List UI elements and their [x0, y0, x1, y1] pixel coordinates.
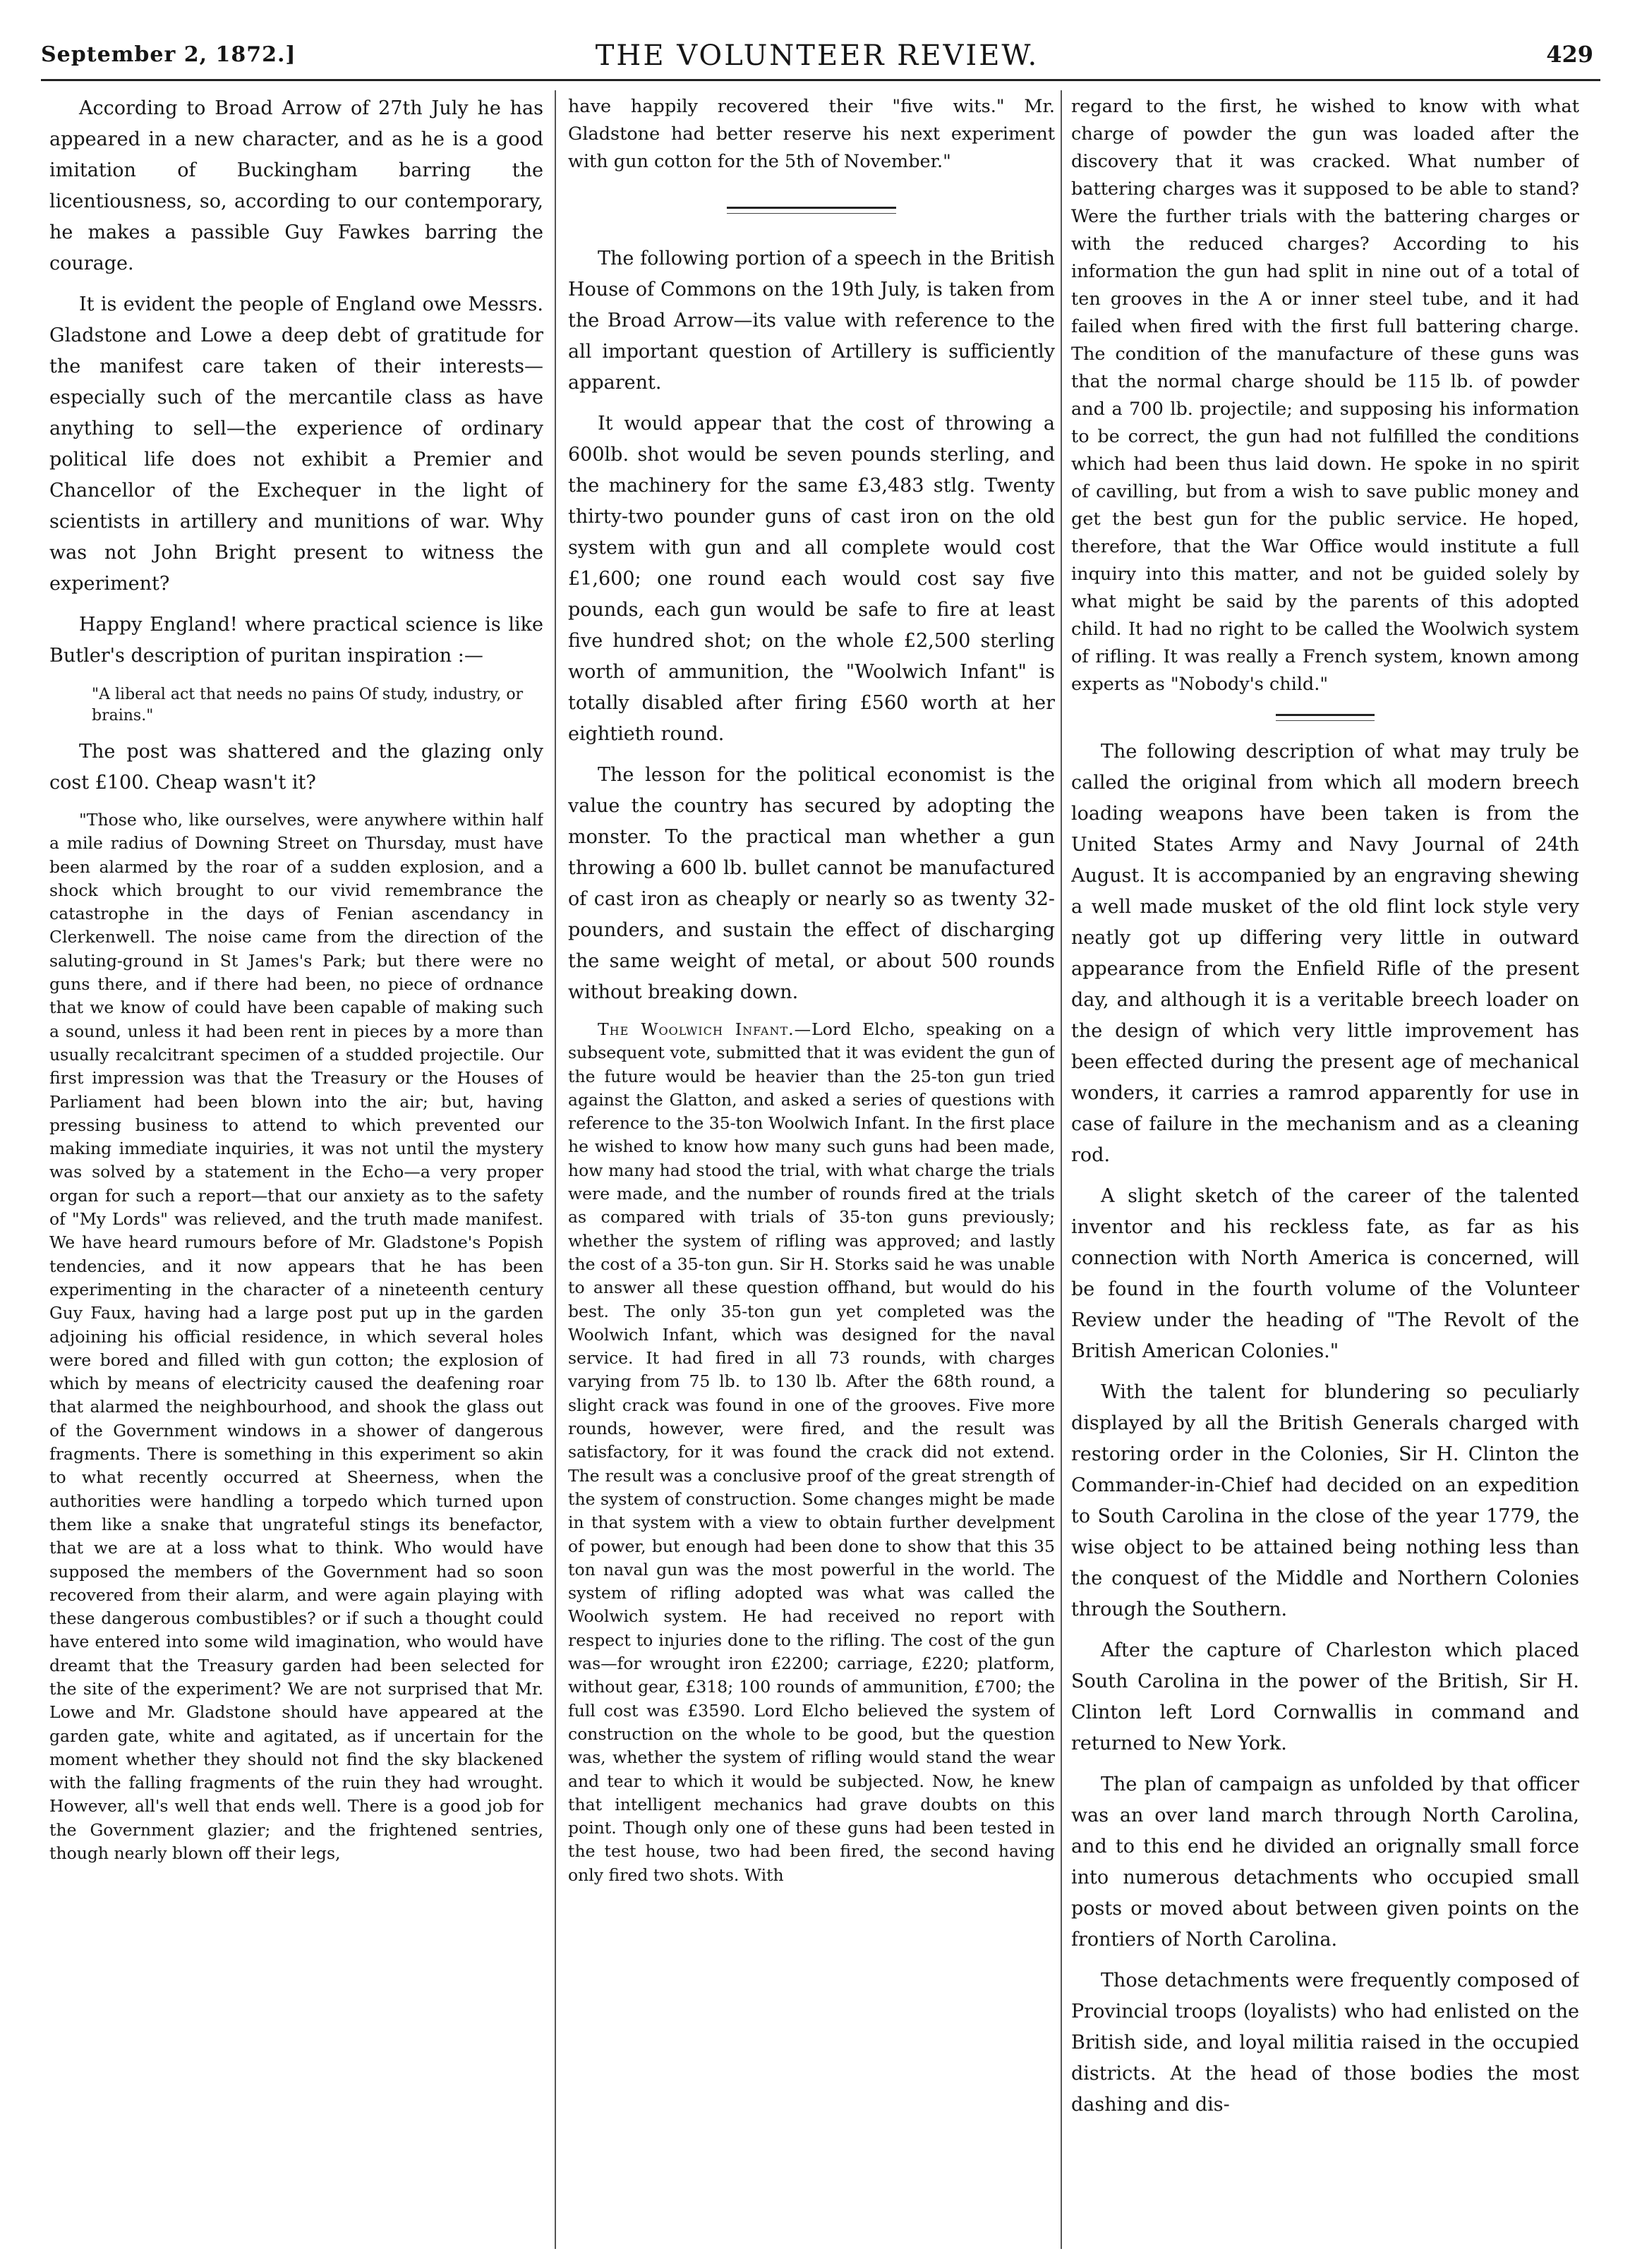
column-separator	[1061, 90, 1062, 2249]
paragraph: After the capture of Charleston which placed South Carolina in the power of the British, Sir H. Clinton left Lord Cornwallis in command and returned to New York.	[1071, 1639, 1579, 1754]
publication-title: THE VOLUNTEER REVIEW.	[595, 40, 1039, 72]
paragraph	[568, 1018, 1055, 1887]
paragraph: According to Broad Arrow of 27th July he has appeared in a new character, and as he is a good imitation of Buckingham barring the licentiousness, so, according to our contemporary, he makes a passible Guy Fawkes barring the courage.	[49, 97, 543, 274]
paragraph: The following portion of a speech in the British House of Commons on the 19th July, is taken from the Broad Arrow—its value with reference to the all important question of Artillery is sufficiently apparent.	[568, 248, 1055, 394]
paragraph: It would appear that the cost of throwing a 600lb. shot would be seven pounds sterling, and the machinery for the same £3,483 stlg. Twenty thirty-two pounder guns of cast iron on the old system with gun and all complete would cost £1,600; one round each would cost say five pounds, each gun would be safe to fire at least five hundred shot; on the whole £2,500 sterling worth of ammunition, the "Woolwich Infant" is totally disabled after firing £560 worth at her eightieth round.	[568, 413, 1055, 745]
column-1	[49, 93, 543, 2238]
page-number: 429	[1546, 41, 1593, 68]
paragraph: The lesson for the political economist is the value the country has secured by adopting the monster. To the practical man whether a gun throwing a 600 lb. bullet cannot be manufactured of cast iron as cheaply or nearly so as twenty 32-pounders, and sustain the effect of discharging the same weight of metal, or about 500 rounds without breaking down.	[568, 764, 1055, 1003]
column-3	[1071, 93, 1579, 2238]
masthead	[41, 34, 1593, 76]
header-rule	[41, 79, 1600, 81]
column-2	[568, 93, 1055, 2238]
paragraph: Happy England! where practical science is like Butler's description of puritan inspiration :—	[49, 614, 543, 667]
section-heading: The Woolwich Infant.—	[598, 1019, 812, 1039]
paragraph: The post was shattered and the glazing only cost £100. Cheap wasn't it?	[49, 741, 543, 794]
paragraph: Those detachments were frequently composed of Provincial troops (loyalists) who had enlisted on the British side, and loyal militia raised in the occupied districts. At the head of those bodies the most dashing and dis-	[1071, 1970, 1579, 2116]
paragraph: It is evident the people of England owe Messrs. Gladstone and Lowe a deep debt of gratitude for the manifest care taken of their interests—especially such of the mercantile class as have anything to sell—the experience of ordinary political life does not exhibit a Premier and Chancellor of the Exchequer in the light of scientists in artillery and munitions of war. Why was not John Bright present to witness the experiment?	[49, 293, 543, 595]
paragraph: A slight sketch of the career of the talented inventor and his reckless fate, as far as his connection with North America is concerned, will be found in the fourth volume of the Volunteer Review under the heading of "The Revolt of the British American Colonies."	[1071, 1185, 1579, 1362]
section-divider	[1276, 714, 1375, 721]
verse-quote: "A liberal act that needs no pains Of study, industry, or brains."	[92, 686, 524, 724]
paragraph: have happily recovered their "five wits." Mr. Gladstone had better reserve his next experiment with gun cotton for the 5th of November."	[568, 96, 1055, 172]
column-separator	[555, 90, 556, 2249]
quoted-article: "Those who, like ourselves, were anywhere within half a mile radius of Downing Street on Thursday, must have been alarmed by the roar of a sudden explosion, and a shock which brought to our vivid remembrance the catastrophe in the days of Fenian ascendancy in Clerkenwell. The noise came from the direction of the saluting-ground in St James's Park; but there were no guns there, and if there had been, no piece of ordnance that we know of could have been capable of making such a sound, unless it had been rent in pieces by a more than usually recalcitrant specimen of a studded projectile. Our first impression was that the Treasury or the Houses of Parliament had been blown into the air; but, having pressing business to attend to which prevented our making immediate inquiries, it was not until the mystery was solved by a statement in the Echo—a very proper organ for such a report—that our anxiety as to the safety of "My Lords" was relieved, and the truth made manifest. We have heard rumours before of Mr. Gladstone's Popish tendencies, and it now appears that he has been experimenting in the character of a nineteenth century Guy Faux, having had a large post put up in the garden adjoining his official residence, in which several holes were bored and filled with gun cotton; the explosion of which by means of electricity caused the deafening roar that alarmed the neighbourhood, and shook the glass out of the Government windows in a shower of dangerous fragments. There is something in this experiment so akin to what recently occurred at Sheerness, when the authorities were handling a torpedo which turned upon them like a snake that ungrateful stings its benefactor, that we are at a loss what to think. Who would have supposed the members of the Government had so soon recovered from their alarm, and were again playing with these dangerous combustibles? or if such a thought could have entered into some wild imagination, who would have dreamt that the Treasury garden had been selected for the site of the experiment? We are not surprised that Mr. Lowe and Mr. Gladstone should have appeared at the garden gate, white and agitated, as if uncertain for the moment whether they should not find the sky blackened with the falling fragments of the ruin they had wrought. However, all's well that ends well. There is a good job for the Government glazier; and the frightened sentries, though nearly blown off their legs,	[49, 810, 543, 1864]
paragraph: regard to the first, he wished to know with what charge of powder the gun was loaded after the discovery that it was cracked. What number of battering charges was it supposed to be able to stand? Were the further trials with the battering charges or with the reduced charges? According to his information the gun had split in nine out of a total of ten grooves in the A or inner steel tube, and it had failed when fired with the first full battering charge. The condition of the manufacture of these guns was that the normal charge should be 115 lb. of powder and a 700 lb. projectile; and supposing his information to be correct, the gun had not fulfilled the conditions which had been thus laid down. He spoke in no spirit of cavilling, but from a wish to save public money and get the best gun for the public service. He hoped, therefore, that the War Office would institute a full inquiry into this matter, and not be guided solely by what might be said by the parents of this adopted child. It had no right to be called the Woolwich system of rifling. It was really a French system, known among experts as "Nobody's child."	[1071, 96, 1579, 695]
paragraph: The plan of campaign as unfolded by that officer was an over land march through North Carolina, and to this end he divided an orignally small force into numerous detachments who occupied small posts or moved about between given points on the frontiers of North Carolina.	[1071, 1773, 1579, 1951]
paragraph-body: Lord Elcho, speaking on a subsequent vote, submitted that it was evident the gun of the future would be heavier than the 25-ton gun tried against the Glatton, and asked a series of questions with reference to the 35-ton Woolwich Infant. In the first place he wished to know how many such guns had been made, how many had stood the trial, with what charge the trials were made, and the number of rounds fired at the trials as compared with trials of 35-ton guns previously; whether the system of rifling was approved; and lastly the cost of a 35-ton gun. Sir H. Storks said he was unable to answer all these question offhand, but would do his best. The only 35-ton gun yet completed was the Woolwich Infant, which was designed for the naval service. It had fired in all 73 rounds, with charges varying from 75 lb. to 130 lb. After the 68th round, a slight crack was found in one of the grooves. Five more rounds, however, were fired, and the result was satisfactory, for it was found the crack did not extend. The result was a conclusive proof of the great strength of the system of construction. Some changes might be made in that system with a view to obtain further develpment of power, but enough had been done to show that this 35 ton naval gun was the most powerful in the world. The system of rifling adopted was what was called the Woolwich system. He had received no report with respect to injuries done to the rifling. The cost of the gun was—for wrought iron £2200; carriage, £220; platform, without gear, £318; 100 rounds of ammunition, £700; the full cost was £3590. Lord Elcho believed the system of construction on the whole to be good, but the question was, whether the system of rifling would stand the wear and tear to which it would be subjected. Now, he knew that intelligent mechanics had grave doubts on this point. Though only one of these guns had been tested in the test house, two had been fired, the second having only fired two shots. With	[568, 1019, 1055, 1885]
paragraph: The following description of what may truly be called the original from which all modern breech loading weapons have been taken is from the United States Army and Navy Journal of 24th August. It is accompanied by an engraving shewing a well made musket of the old flint lock style very neatly got up differing very little in outward appearance from the Enfield Rifle of the present day, and although it is a veritable breech loader on the design of which very little improvement has been effected during the present age of mechanical wonders, it carries a ramrod apparently for use in case of failure in the mechanism and as a cleaning rod.	[1071, 741, 1579, 1166]
section-divider	[727, 207, 896, 214]
issue-date: September 2, 1872.]	[41, 42, 296, 67]
paragraph: With the talent for blundering so peculiarly displayed by all the British Generals charged with restoring order in the Colonies, Sir H. Clinton the Commander-in-Chief had decided on an expedition to South Carolina in the close of the year 1779, the wise object to be attained being nothing less than the conquest of the Middle and Northern Colonies through the Southern.	[1071, 1381, 1579, 1620]
